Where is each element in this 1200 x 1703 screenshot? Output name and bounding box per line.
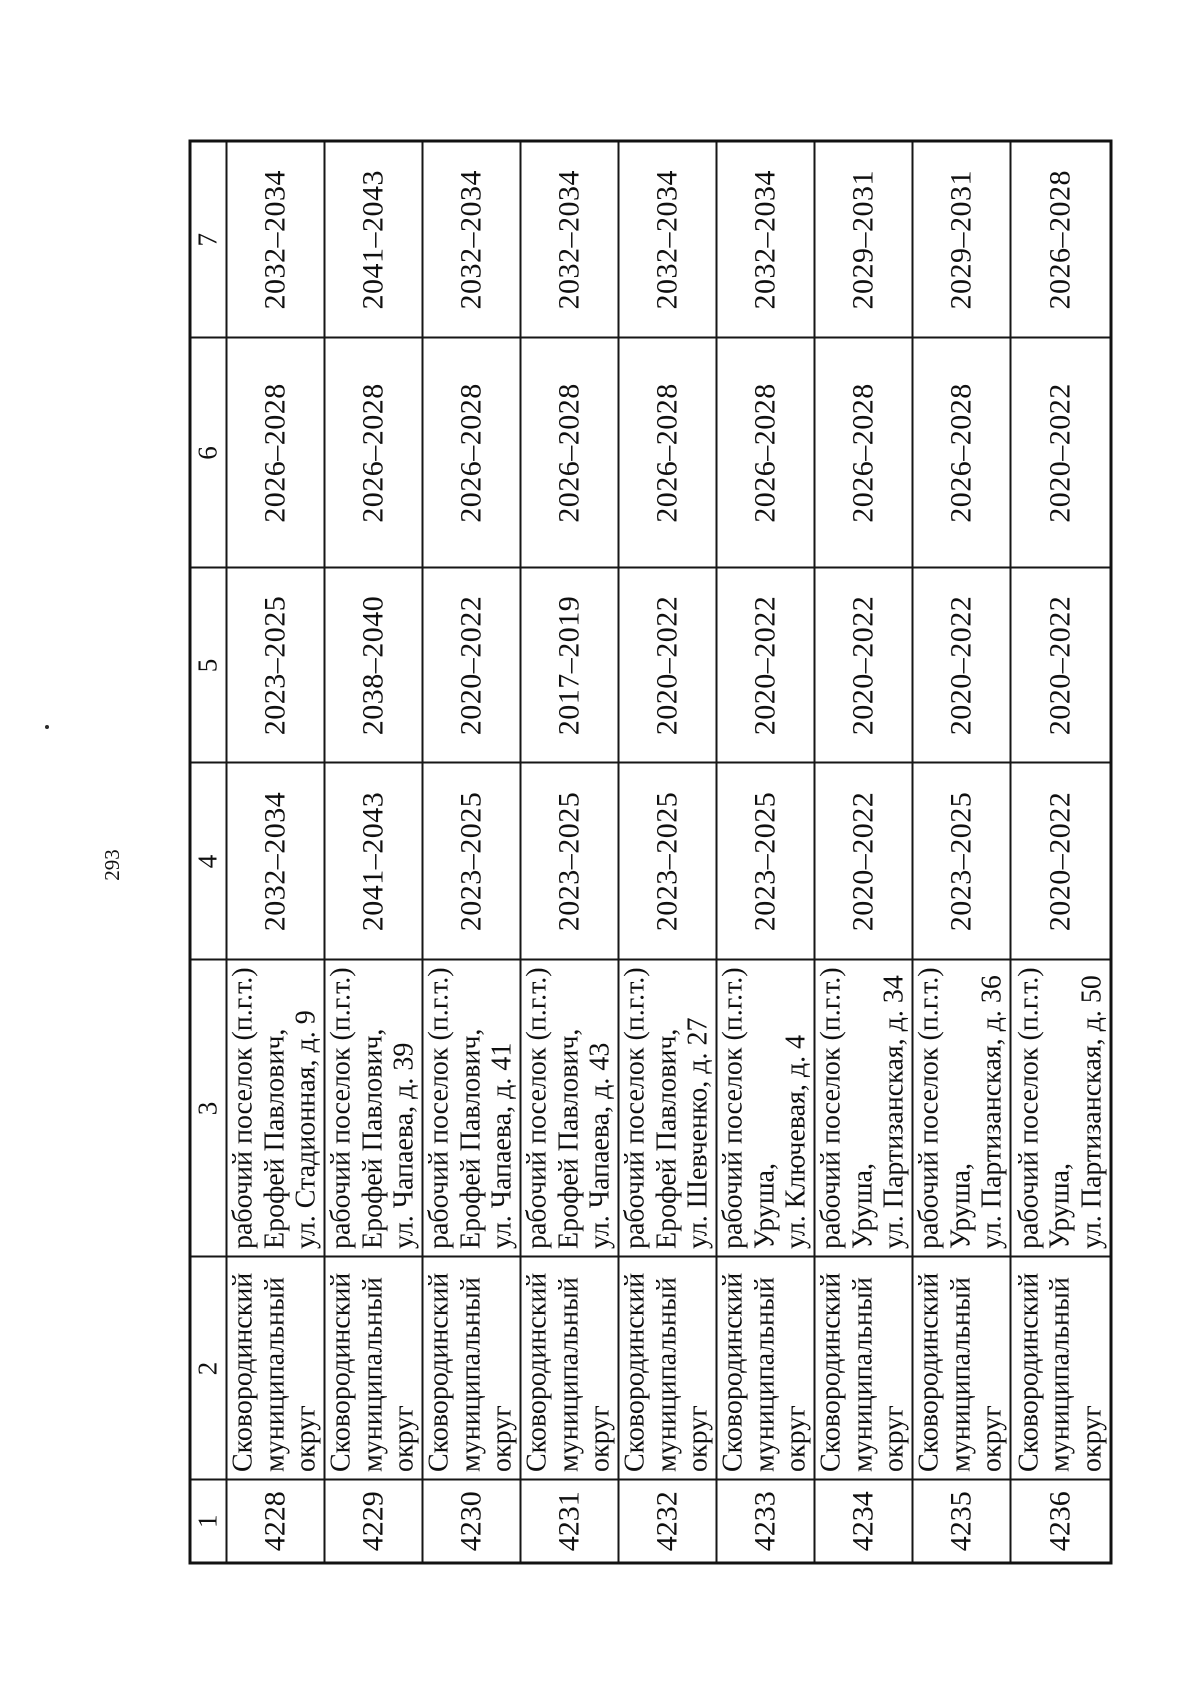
municipality-cell <box>226 1257 324 1480</box>
period-cell-col5: 2038–2040 <box>324 568 422 763</box>
period-cell-col4: 2020–2022 <box>1010 763 1111 960</box>
table-row <box>716 141 814 1563</box>
address-line: рабочий поселок (п.г.т.) <box>815 967 847 1249</box>
table-row <box>226 141 324 1563</box>
address-line: рабочий поселок (п.г.т.) <box>717 967 749 1249</box>
municipality-line: округ <box>976 1405 1008 1472</box>
municipality-line: округ <box>584 1405 616 1472</box>
period-cell-col7: 2032–2034 <box>422 141 520 338</box>
period-cell-col4: 2023–2025 <box>912 763 1010 960</box>
municipality-line: округ <box>486 1405 518 1472</box>
address-line: рабочий поселок (п.г.т.) <box>913 967 945 1249</box>
address-line: ул. Ключевая, д. 4 <box>780 1034 812 1249</box>
address-line: рабочий поселок (п.г.т.) <box>423 967 455 1249</box>
period-cell-col7: 2029–2031 <box>814 141 912 338</box>
row-id-cell: 4234 <box>814 1480 912 1563</box>
period-cell-col4: 2032–2034 <box>226 763 324 960</box>
municipality-line: муниципальный <box>259 1277 291 1472</box>
row-id-cell: 4231 <box>520 1480 618 1563</box>
address-line: Уруша, <box>847 1163 879 1249</box>
municipality-line: округ <box>388 1405 420 1472</box>
address-cell <box>1010 960 1111 1257</box>
period-cell-col4: 2023–2025 <box>716 763 814 960</box>
address-line: Ерофей Павлович, <box>651 1028 683 1249</box>
period-cell-col7: 2032–2034 <box>520 141 618 338</box>
address-line: ул. Партизанская, д. 34 <box>878 975 910 1249</box>
address-line: Ерофей Павлович, <box>553 1028 585 1249</box>
address-line: Уруша, <box>945 1163 977 1249</box>
municipality-line: округ <box>682 1405 714 1472</box>
period-cell-col4: 2023–2025 <box>422 763 520 960</box>
row-id-cell: 4232 <box>618 1480 716 1563</box>
address-cell <box>422 960 520 1257</box>
header-cell: 6 <box>190 338 226 568</box>
header-cell: 1 <box>190 1480 226 1563</box>
municipality-line: муниципальный <box>945 1277 977 1472</box>
scan-speck <box>45 725 49 729</box>
table-row <box>618 141 716 1563</box>
address-line: ул. Стадионная, д. 9 <box>290 1010 322 1249</box>
municipality-cell <box>912 1257 1010 1480</box>
address-line: Уруша, <box>1044 1163 1076 1249</box>
municipality-line: Сковородинский <box>1013 1272 1044 1472</box>
period-cell-col7: 2032–2034 <box>716 141 814 338</box>
table-row <box>520 141 618 1563</box>
municipality-line: Сковородинский <box>227 1272 259 1472</box>
municipality-line: округ <box>290 1405 322 1472</box>
period-cell-col5: 2020–2022 <box>1010 568 1111 763</box>
municipality-cell <box>520 1257 618 1480</box>
municipality-cell <box>1010 1257 1111 1480</box>
municipality-line: Сковородинский <box>619 1272 651 1472</box>
municipality-line: муниципальный <box>1044 1277 1076 1472</box>
period-cell-col7: 2041–2043 <box>324 141 422 338</box>
address-line: рабочий поселок (п.г.т.) <box>1013 967 1044 1249</box>
municipality-line: Сковородинский <box>717 1272 749 1472</box>
municipality-cell <box>814 1257 912 1480</box>
address-line: Уруша, <box>749 1163 781 1249</box>
address-line: рабочий поселок (п.г.т.) <box>227 967 259 1249</box>
period-cell-col6: 2026–2028 <box>618 338 716 568</box>
municipality-line: муниципальный <box>357 1277 389 1472</box>
municipality-line: округ <box>780 1405 812 1472</box>
address-line: ул. Партизанская, д. 50 <box>1076 975 1107 1249</box>
period-cell-col6: 2026–2028 <box>422 338 520 568</box>
period-cell-col6: 2026–2028 <box>520 338 618 568</box>
period-cell-col7: 2032–2034 <box>618 141 716 338</box>
municipality-cell <box>324 1257 422 1480</box>
header-cell: 3 <box>190 960 226 1257</box>
address-line: ул. Шевченко, д. 27 <box>682 1017 714 1249</box>
period-cell-col7: 2029–2031 <box>912 141 1010 338</box>
municipality-cell <box>618 1257 716 1480</box>
period-cell-col7: 2026–2028 <box>1010 141 1111 338</box>
municipality-line: муниципальный <box>455 1277 487 1472</box>
municipality-line: муниципальный <box>749 1277 781 1472</box>
municipality-line: Сковородинский <box>521 1272 553 1472</box>
municipality-line: округ <box>878 1405 910 1472</box>
address-cell <box>618 960 716 1257</box>
period-cell-col4: 2020–2022 <box>814 763 912 960</box>
period-cell-col5: 2020–2022 <box>814 568 912 763</box>
municipality-cell <box>716 1257 814 1480</box>
header-cell: 5 <box>190 568 226 763</box>
address-cell <box>324 960 422 1257</box>
address-line: рабочий поселок (п.г.т.) <box>521 967 553 1249</box>
municipality-line: муниципальный <box>651 1277 683 1472</box>
row-id-cell: 4229 <box>324 1480 422 1563</box>
header-cell: 2 <box>190 1257 226 1480</box>
table-row <box>912 141 1010 1563</box>
period-cell-col6: 2026–2028 <box>226 338 324 568</box>
address-line: рабочий поселок (п.г.т.) <box>325 967 357 1249</box>
period-cell-col5: 2023–2025 <box>226 568 324 763</box>
period-cell-col4: 2023–2025 <box>618 763 716 960</box>
period-cell-col5: 2020–2022 <box>618 568 716 763</box>
row-id-cell: 4233 <box>716 1480 814 1563</box>
table-row <box>1010 141 1111 1563</box>
address-line: Ерофей Павлович, <box>455 1028 487 1249</box>
page-number: 293 <box>100 849 124 881</box>
address-line: ул. Чапаева, д. 39 <box>388 1042 420 1249</box>
table-header-row <box>190 141 226 1563</box>
address-cell <box>716 960 814 1257</box>
header-cell: 4 <box>190 763 226 960</box>
municipality-line: Сковородинский <box>325 1272 357 1472</box>
municipality-line: Сковородинский <box>815 1272 847 1472</box>
period-cell-col6: 2026–2028 <box>716 338 814 568</box>
period-cell-col4: 2041–2043 <box>324 763 422 960</box>
period-cell-col6: 2026–2028 <box>324 338 422 568</box>
municipality-line: округ <box>1076 1405 1107 1472</box>
period-cell-col5: 2017–2019 <box>520 568 618 763</box>
row-id-cell: 4228 <box>226 1480 324 1563</box>
period-cell-col7: 2032–2034 <box>226 141 324 338</box>
address-cell <box>912 960 1010 1257</box>
period-cell-col6: 2020–2022 <box>1010 338 1111 568</box>
header-cell: 7 <box>190 141 226 338</box>
address-line: рабочий поселок (п.г.т.) <box>619 967 651 1249</box>
municipality-cell <box>422 1257 520 1480</box>
period-cell-col6: 2026–2028 <box>814 338 912 568</box>
period-cell-col5: 2020–2022 <box>912 568 1010 763</box>
address-cell <box>226 960 324 1257</box>
table-row <box>814 141 912 1563</box>
municipality-line: Сковородинский <box>913 1272 945 1472</box>
municipality-line: муниципальный <box>553 1277 585 1472</box>
municipality-line: муниципальный <box>847 1277 879 1472</box>
address-line: ул. Чапаева, д. 41 <box>486 1042 518 1249</box>
period-cell-col4: 2023–2025 <box>520 763 618 960</box>
address-cell <box>814 960 912 1257</box>
row-id-cell: 4235 <box>912 1480 1010 1563</box>
rotated-table-container <box>189 143 1110 1565</box>
address-line: ул. Партизанская, д. 36 <box>976 975 1008 1249</box>
period-cell-col6: 2026–2028 <box>912 338 1010 568</box>
address-line: Ерофей Павлович, <box>259 1028 291 1249</box>
address-line: ул. Чапаева, д. 43 <box>584 1042 616 1249</box>
scanned-table <box>189 140 1113 1565</box>
table-row <box>422 141 520 1563</box>
period-cell-col5: 2020–2022 <box>716 568 814 763</box>
row-id-cell: 4236 <box>1010 1480 1111 1563</box>
row-id-cell: 4230 <box>422 1480 520 1563</box>
address-cell <box>520 960 618 1257</box>
address-line: Ерофей Павлович, <box>357 1028 389 1249</box>
table-body <box>226 141 1111 1563</box>
period-cell-col5: 2020–2022 <box>422 568 520 763</box>
municipality-line: Сковородинский <box>423 1272 455 1472</box>
table-row <box>324 141 422 1563</box>
